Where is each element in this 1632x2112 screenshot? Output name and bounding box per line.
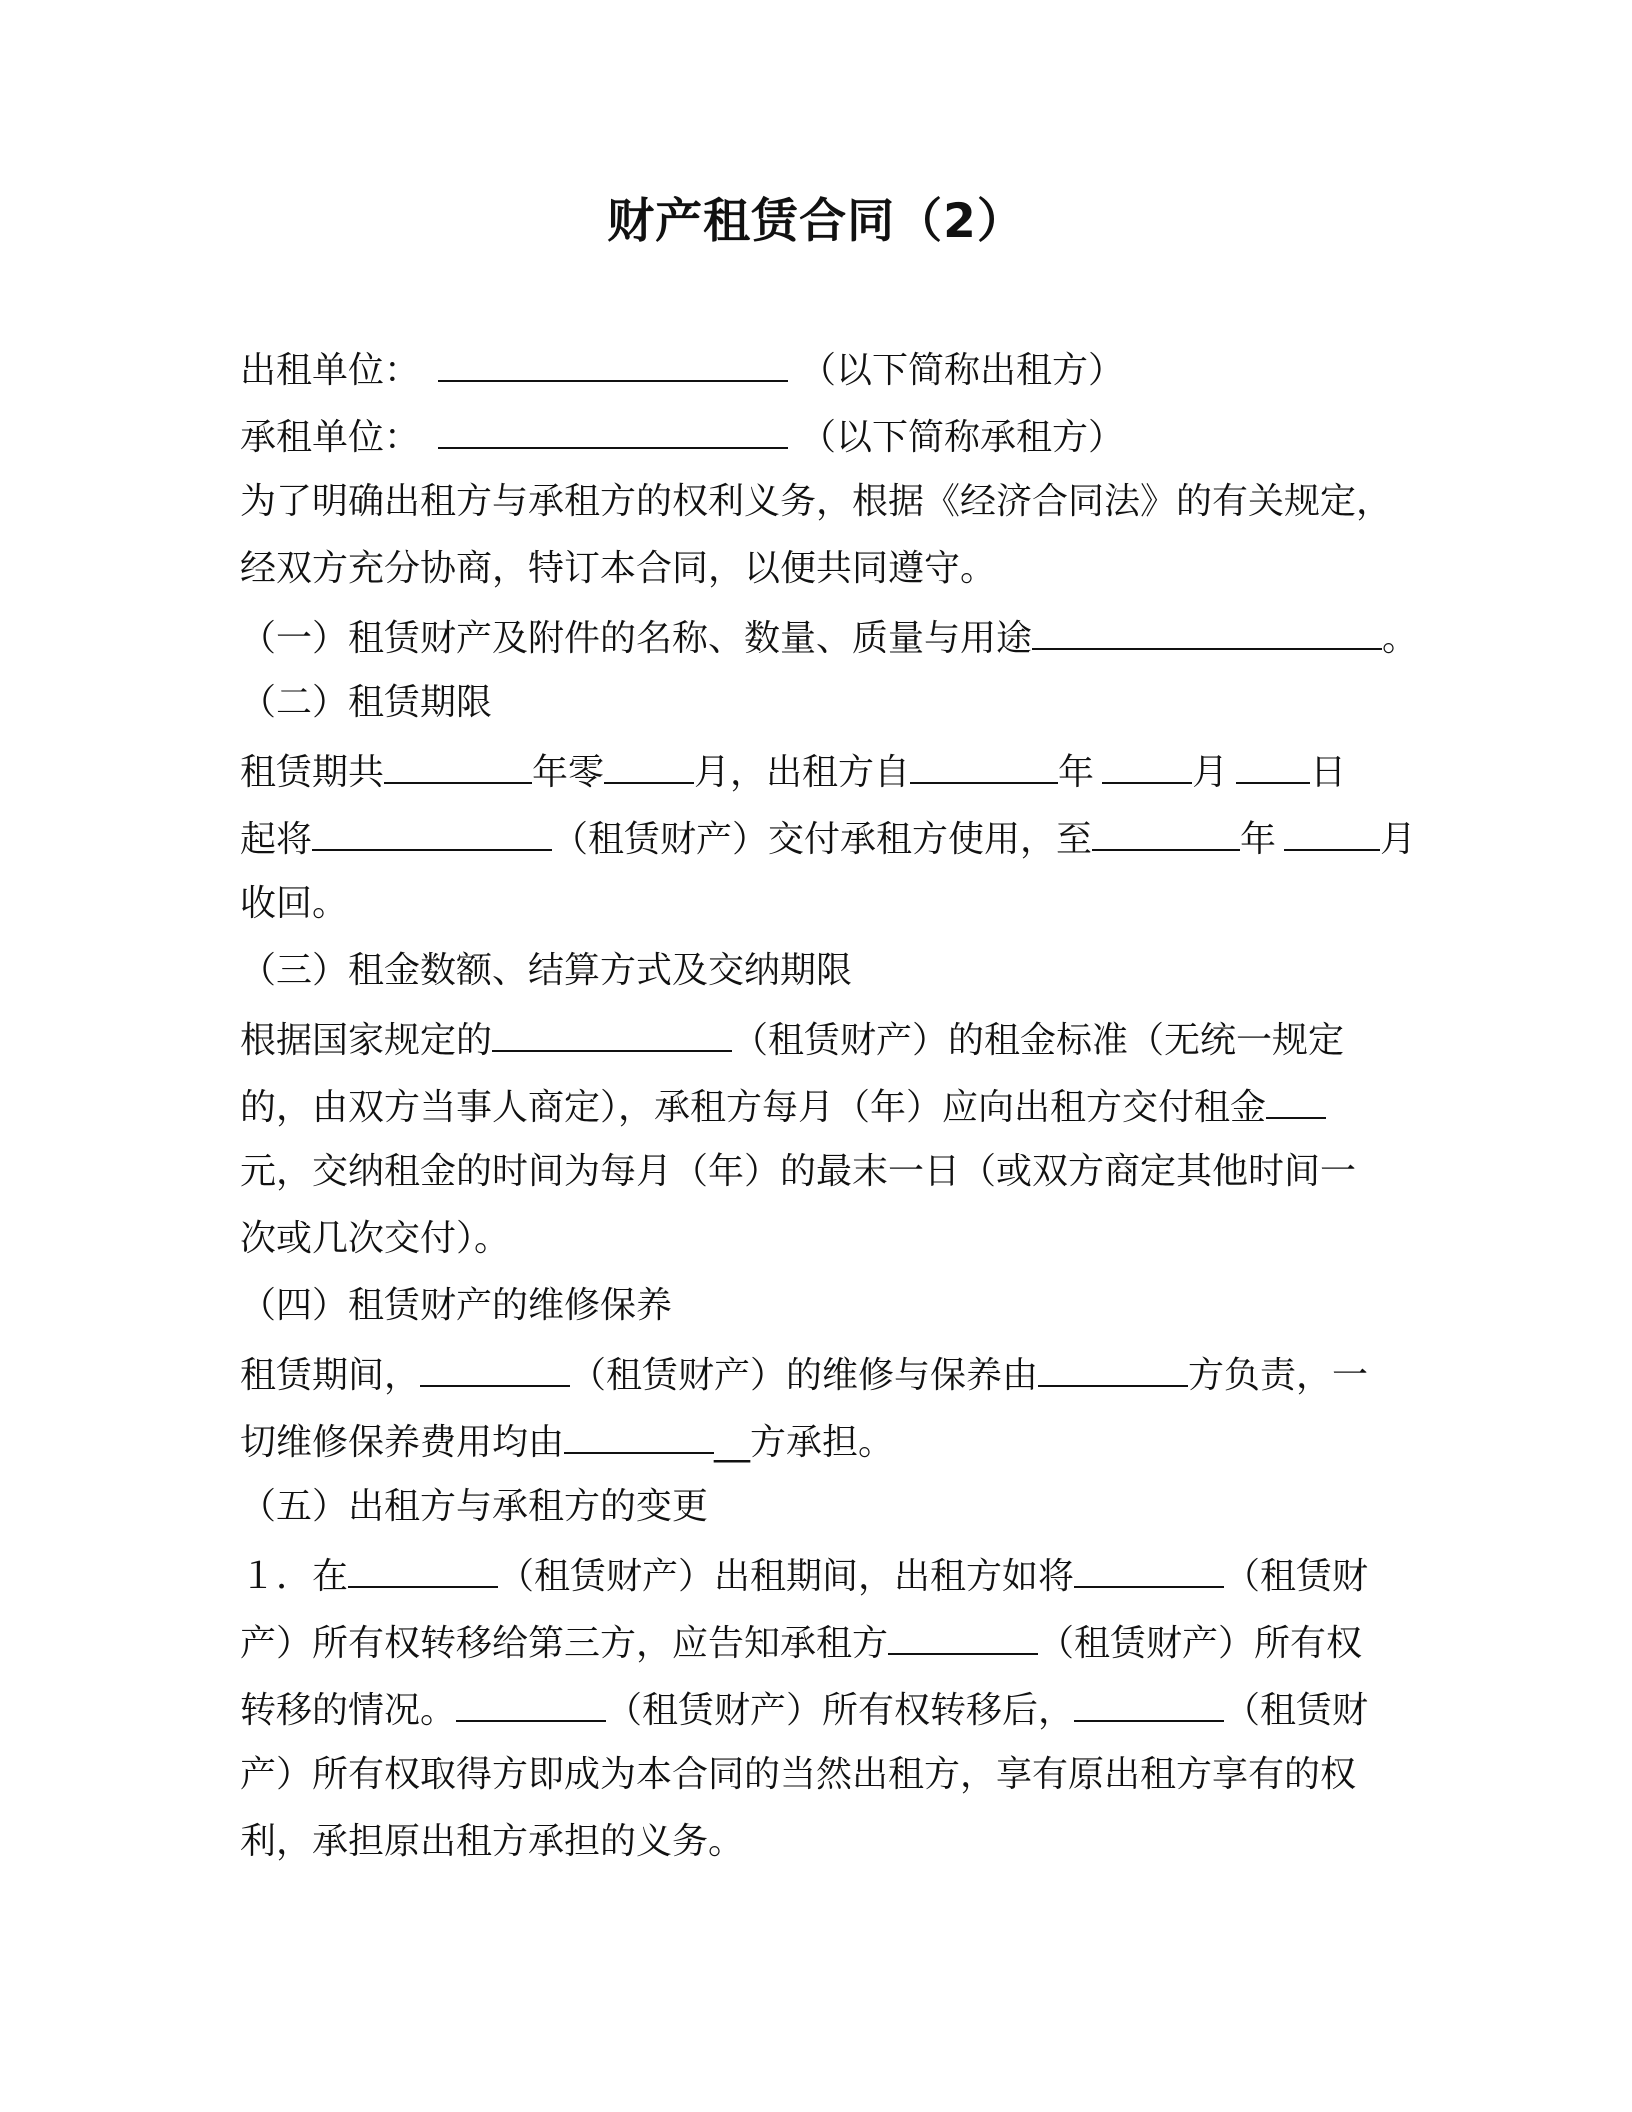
document-title: 财产租赁合同（2） <box>607 194 1025 249</box>
preamble-line-2: 经双方充分协商，特订本合同，以便共同遵守。 <box>240 548 997 589</box>
lessor-note: （以下简称出租方） <box>800 350 1125 391</box>
rent-line-1 <box>240 1004 1390 1071</box>
section-2-heading: （二）租赁期限 <box>240 682 493 723</box>
maintenance-line-2 <box>240 1406 1390 1473</box>
change-property-blank-5 <box>1074 1674 1224 1722</box>
maintenance-text: 切维修保养费用均由 <box>240 1422 565 1463</box>
change-property-blank-4 <box>456 1674 606 1722</box>
lessor-blank <box>438 334 788 382</box>
start-day-blank <box>1236 736 1310 784</box>
change-line-5: 利，承担原出租方承担的义务。 <box>240 1821 745 1862</box>
change-property-blank-3 <box>888 1607 1038 1655</box>
end-year-blank <box>1092 803 1240 851</box>
maintenance-text: __方承担。 <box>714 1422 895 1463</box>
change-text: （租赁财产）出租期间，出租方如将 <box>498 1556 1075 1597</box>
property-description-blank <box>1032 602 1382 650</box>
leased-property-blank <box>312 803 552 851</box>
change-text: 产）所有权转移给第三方，应告知承租方 <box>240 1623 889 1664</box>
lessor-line <box>240 334 1390 401</box>
change-line-3 <box>240 1674 1390 1741</box>
maintenance-text: （租赁财产）的维修与保养由 <box>570 1355 1039 1396</box>
lessor-label: 出租单位： <box>240 350 421 391</box>
lessee-blank <box>438 401 788 449</box>
section-4-heading: （四）租赁财产的维修保养 <box>240 1285 673 1326</box>
lease-term-text: 租赁期共 <box>240 752 385 793</box>
section-1-heading: （一）租赁财产及附件的名称、数量、质量与用途 <box>240 618 1033 659</box>
change-line-2 <box>240 1607 1390 1674</box>
national-regulation-blank <box>492 1004 732 1052</box>
section-3-heading: （三）租金数额、结算方式及交纳期限 <box>240 950 853 991</box>
rent-text: 的，由双方当事人商定），承租方每月（年）应向出租方交付租金 <box>240 1087 1267 1128</box>
rent-text: 根据国家规定的 <box>240 1020 493 1061</box>
change-line-4: 产）所有权取得方即成为本合同的当然出租方，享有原出租方享有的权 <box>240 1754 1357 1795</box>
change-property-blank-1 <box>348 1540 498 1588</box>
section-5-heading: （五）出租方与承租方的变更 <box>240 1486 709 1527</box>
term-years-blank <box>384 736 532 784</box>
change-text: １．在 <box>240 1556 349 1597</box>
rent-line-2 <box>240 1071 1390 1138</box>
lease-term-text: 年 <box>1240 819 1277 860</box>
change-text: （租赁财 <box>1224 1556 1369 1597</box>
start-year-blank <box>910 736 1058 784</box>
lease-term-text: 起将 <box>240 819 313 860</box>
lease-term-text: 月 <box>1192 752 1229 793</box>
lease-term-line-3: 收回。 <box>240 883 349 924</box>
maintenance-text: 方负责，一 <box>1188 1355 1369 1396</box>
preamble-line-1: 为了明确出租方与承租方的权利义务，根据《经济合同法》的有关规定， <box>240 481 1393 522</box>
change-text: （租赁财产）所有权转移后， <box>606 1690 1075 1731</box>
change-text: 转移的情况。 <box>240 1690 457 1731</box>
section-1-end: 。 <box>1382 618 1419 659</box>
maintenance-property-blank <box>420 1339 570 1387</box>
lease-term-text: 日 <box>1310 752 1347 793</box>
rent-line-4: 次或几次交付）。 <box>240 1218 511 1259</box>
lessee-line <box>240 401 1390 468</box>
lease-term-text: 月，出租方自 <box>694 752 911 793</box>
change-text: （租赁财 <box>1224 1690 1369 1731</box>
change-text: （租赁财产）所有权 <box>1038 1623 1363 1664</box>
lease-term-text: 月 <box>1380 819 1417 860</box>
maintenance-text: 租赁期间， <box>240 1355 421 1396</box>
rent-amount-blank <box>1266 1071 1326 1119</box>
start-month-blank <box>1102 736 1192 784</box>
rent-text: （租赁财产）的租金标准（无统一规定 <box>732 1020 1345 1061</box>
rent-line-3: 元，交纳租金的时间为每月（年）的最末一日（或双方商定其他时间一 <box>240 1151 1357 1192</box>
maintenance-party-blank <box>1038 1339 1188 1387</box>
change-property-blank-2 <box>1074 1540 1224 1588</box>
lease-term-text: 年零 <box>532 752 605 793</box>
lease-term-text: （租赁财产）交付承租方使用，至 <box>552 819 1093 860</box>
maintenance-cost-party-blank <box>564 1406 714 1454</box>
lease-term-line-1 <box>240 736 1390 803</box>
lease-term-text: 年 <box>1058 752 1095 793</box>
lessee-note: （以下简称承租方） <box>800 417 1125 458</box>
lessee-label: 承租单位： <box>240 417 421 458</box>
term-months-blank <box>604 736 694 784</box>
section-1-line <box>240 602 1419 669</box>
change-line-1 <box>240 1540 1390 1607</box>
end-month-blank <box>1284 803 1380 851</box>
lease-term-line-2 <box>240 803 1417 870</box>
maintenance-line-1 <box>240 1339 1390 1406</box>
